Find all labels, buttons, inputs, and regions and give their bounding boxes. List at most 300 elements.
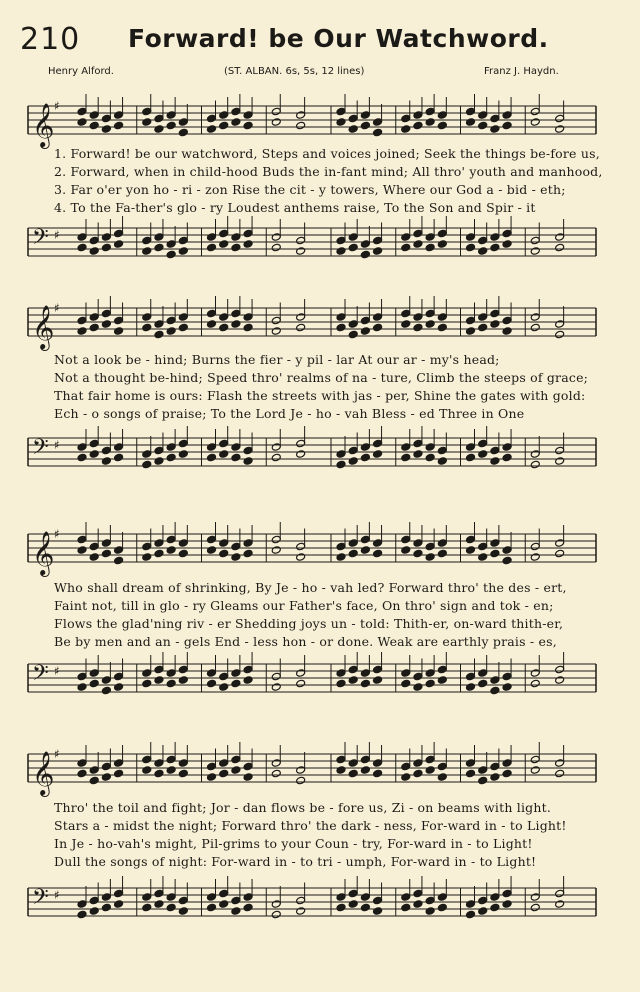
note-head-icon [401,762,411,771]
note-head-icon [166,669,176,678]
note-head-icon [490,903,500,912]
key-signature-icon: ♯ [54,99,60,113]
note-head-icon [101,125,111,134]
note-head-icon [373,665,383,674]
note-head-icon [296,313,306,322]
note-head-icon [271,316,281,325]
music-system-1 [24,86,603,276]
note-head-icon [530,313,540,322]
note-head-icon [114,327,124,336]
note-head-icon [219,439,229,448]
note-head-icon [373,118,383,127]
note-head-icon [77,233,87,242]
note-head-icon [207,773,217,782]
note-head-icon [425,233,435,242]
note-head-icon [425,907,435,916]
note-head-icon [437,446,447,455]
key-signature-icon: ♯ [54,747,60,761]
note-head-icon [413,672,423,681]
hymn-title: Forward! be Our Watchword. [128,24,549,53]
note-head-icon [437,676,447,685]
note-head-icon [231,669,241,678]
note-head-icon [101,893,111,902]
note-head-icon [502,672,512,681]
note-head-icon [243,313,253,322]
note-head-icon [101,686,111,695]
note-head-icon [178,247,188,256]
note-head-icon [437,457,447,466]
bass-staff [24,426,600,486]
note-head-icon [166,535,176,544]
note-head-icon [425,443,435,452]
note-head-icon [114,453,124,462]
note-head-icon [178,118,188,127]
note-head-icon [219,672,229,681]
note-head-icon [207,309,217,318]
note-head-icon [360,327,370,336]
lyric-line-verse-1: Thro' the toil and fight; Jor - dan flows be - fore us, Zi - on beams with light. [54,800,551,815]
note-head-icon [502,556,512,565]
hymn-number: 210 [20,22,81,57]
note-head-icon [142,542,152,551]
note-head-icon [425,453,435,462]
note-head-icon [271,546,281,555]
note-head-icon [243,762,253,771]
note-head-icon [502,759,512,768]
note-head-icon [271,443,281,452]
note-head-icon [555,769,565,778]
note-head-icon [271,910,281,919]
note-head-icon [437,323,447,332]
note-head-icon [466,683,476,692]
note-head-icon [231,542,241,551]
note-head-icon [530,247,540,256]
note-head-icon [490,446,500,455]
note-head-icon [373,896,383,905]
note-head-icon [336,450,346,459]
note-head-icon [373,450,383,459]
note-head-icon [77,316,87,325]
note-head-icon [178,769,188,778]
note-head-icon [530,679,540,688]
note-head-icon [401,309,411,318]
note-head-icon [154,665,164,674]
note-head-icon [142,679,152,688]
note-head-icon [77,900,87,909]
lyric-line-verse-2: 2. Forward, when in child-hood Buds the in-fant mind; All thro' youth and manhood, [54,164,603,179]
note-head-icon [401,773,411,782]
key-signature-icon: ♯ [54,527,60,541]
note-head-icon [373,247,383,256]
note-head-icon [425,679,435,688]
note-head-icon [154,446,164,455]
note-head-icon [231,443,241,452]
note-head-icon [89,323,99,332]
note-head-icon [336,679,346,688]
note-head-icon [101,233,111,242]
note-head-icon [348,759,358,768]
bass-clef-icon: 𝄢 [32,661,49,691]
note-head-icon [154,889,164,898]
treble-staff [24,522,600,582]
note-head-icon [296,323,306,332]
note-head-icon [360,443,370,452]
note-head-icon [243,665,253,674]
note-head-icon [401,535,411,544]
note-head-icon [466,453,476,462]
note-head-icon [437,762,447,771]
note-head-icon [478,679,488,688]
note-head-icon [336,669,346,678]
note-head-icon [373,549,383,558]
note-head-icon [142,107,152,116]
note-head-icon [296,776,306,785]
note-head-icon [348,114,358,123]
note-head-icon [437,240,447,249]
note-head-icon [142,669,152,678]
note-head-icon [154,539,164,548]
note-head-icon [231,553,241,562]
note-head-icon [296,542,306,551]
note-head-icon [89,236,99,245]
note-head-icon [296,247,306,256]
note-head-icon [490,457,500,466]
note-head-icon [373,907,383,916]
note-head-icon [336,755,346,764]
music-system-3 [24,516,600,712]
note-head-icon [231,766,241,775]
note-head-icon [219,683,229,692]
treble-clef-icon: 𝄞 [32,305,55,349]
note-head-icon [178,450,188,459]
note-head-icon [348,676,358,685]
note-head-icon [154,330,164,339]
note-head-icon [413,323,423,332]
note-head-icon [101,903,111,912]
key-signature-icon: ♯ [54,228,60,242]
note-head-icon [296,553,306,562]
note-head-icon [271,759,281,768]
treble-staff [24,742,600,802]
note-head-icon [154,114,164,123]
note-head-icon [296,669,306,678]
note-head-icon [207,669,217,678]
note-head-icon [413,683,423,692]
note-head-icon [360,669,370,678]
note-head-icon [142,755,152,764]
note-head-icon [466,910,476,919]
note-head-icon [413,900,423,909]
note-head-icon [360,893,370,902]
note-head-icon [219,759,229,768]
note-head-icon [437,539,447,548]
note-head-icon [271,243,281,252]
lyric-line-verse-2: Not a thought be-hind; Speed thro' realms of na - ture, Climb the steeps of grace; [54,370,589,385]
bass-clef-icon: 𝄢 [32,885,49,915]
note-head-icon [373,769,383,778]
note-head-icon [219,240,229,249]
key-signature-icon: ♯ [54,888,60,902]
note-head-icon [142,893,152,902]
note-head-icon [178,549,188,558]
note-head-icon [178,539,188,548]
note-head-icon [413,769,423,778]
note-head-icon [401,243,411,252]
note-head-icon [490,773,500,782]
note-head-icon [478,896,488,905]
note-head-icon [413,549,423,558]
note-head-icon [142,323,152,332]
note-head-icon [360,766,370,775]
note-head-icon [89,450,99,459]
note-head-icon [77,769,87,778]
note-head-icon [530,669,540,678]
note-head-icon [296,121,306,130]
note-head-icon [466,759,476,768]
note-head-icon [348,889,358,898]
note-head-icon [219,769,229,778]
note-head-icon [154,457,164,466]
note-head-icon [243,323,253,332]
note-head-icon [271,118,281,127]
note-head-icon [101,457,111,466]
note-head-icon [271,327,281,336]
hymn-author: Henry Alford. [48,66,114,77]
key-signature-icon: ♯ [54,664,60,678]
note-head-icon [425,766,435,775]
note-head-icon [77,107,87,116]
note-head-icon [502,443,512,452]
note-head-icon [502,240,512,249]
note-head-icon [207,893,217,902]
lyric-line-verse-1: Not a look be - hind; Burns the fier - y pil - lar At our ar - my's head; [54,352,500,367]
note-head-icon [348,330,358,339]
note-head-icon [271,453,281,462]
note-head-icon [219,323,229,332]
note-head-icon [166,453,176,462]
note-head-icon [401,893,411,902]
note-head-icon [166,766,176,775]
note-head-icon [425,896,435,905]
note-head-icon [348,233,358,242]
note-head-icon [530,107,540,116]
note-head-icon [207,679,217,688]
key-signature-icon: ♯ [54,301,60,315]
note-head-icon [207,903,217,912]
note-head-icon [466,118,476,127]
note-head-icon [360,903,370,912]
note-head-icon [166,121,176,130]
note-head-icon [360,111,370,120]
note-head-icon [231,907,241,916]
note-head-icon [166,443,176,452]
note-head-icon [425,669,435,678]
note-head-icon [555,676,565,685]
lyric-line-verse-2: Stars a - midst the night; Forward thro' the dark - ness, For-ward in - to Light! [54,818,567,833]
note-head-icon [178,323,188,332]
note-head-icon [478,236,488,245]
note-head-icon [296,439,306,448]
note-head-icon [207,320,217,329]
lyric-line-verse-3: Flows the glad'ning riv - er Shedding joys un - told: Thith-er, on-ward thith-er, [54,616,564,631]
note-head-icon [77,453,87,462]
note-head-icon [401,233,411,242]
note-head-icon [490,309,500,318]
note-head-icon [77,535,87,544]
note-head-icon [478,907,488,916]
note-head-icon [101,773,111,782]
note-head-icon [207,762,217,771]
note-head-icon [401,669,411,678]
note-head-icon [530,323,540,332]
note-head-icon [89,313,99,322]
treble-clef-icon: 𝄞 [32,531,55,575]
note-head-icon [142,450,152,459]
note-head-icon [178,759,188,768]
note-head-icon [466,672,476,681]
note-head-icon [490,320,500,329]
note-head-icon [360,546,370,555]
note-head-icon [101,309,111,318]
note-head-icon [478,111,488,120]
note-head-icon [530,755,540,764]
note-head-icon [77,546,87,555]
note-head-icon [271,672,281,681]
note-head-icon [373,759,383,768]
note-head-icon [490,893,500,902]
note-head-icon [425,542,435,551]
note-head-icon [142,460,152,469]
note-head-icon [77,118,87,127]
hymn-composer: Franz J. Haydn. [484,66,559,77]
note-head-icon [336,903,346,912]
note-head-icon [413,111,423,120]
note-head-icon [478,766,488,775]
note-head-icon [530,893,540,902]
note-head-icon [336,118,346,127]
note-head-icon [466,900,476,909]
note-head-icon [89,247,99,256]
note-head-icon [142,553,152,562]
note-head-icon [490,549,500,558]
note-head-icon [466,107,476,116]
note-head-icon [425,118,435,127]
note-head-icon [178,896,188,905]
bass-clef-icon: 𝄢 [32,225,49,255]
bass-staff [24,652,600,712]
note-head-icon [336,893,346,902]
note-head-icon [142,313,152,322]
note-head-icon [466,327,476,336]
note-head-icon [243,773,253,782]
tune-meter: (ST. ALBAN. 6s, 5s, 12 lines) [224,66,365,77]
note-head-icon [219,900,229,909]
note-head-icon [114,889,124,898]
note-head-icon [142,118,152,127]
note-head-icon [437,773,447,782]
note-head-icon [502,229,512,238]
lyric-line-verse-4: 4. To the Fa-ther's glo - ry Loudest anthems raise, To the Son and Spir - it [54,200,536,215]
note-head-icon [114,672,124,681]
note-head-icon [478,776,488,785]
note-head-icon [348,243,358,252]
note-head-icon [231,118,241,127]
note-head-icon [271,900,281,909]
note-head-icon [530,553,540,562]
note-head-icon [231,896,241,905]
note-head-icon [231,755,241,764]
note-head-icon [348,457,358,466]
note-head-icon [502,900,512,909]
note-head-icon [89,439,99,448]
note-head-icon [478,323,488,332]
note-head-icon [530,766,540,775]
note-head-icon [555,539,565,548]
note-head-icon [555,243,565,252]
note-head-icon [271,233,281,242]
note-head-icon [478,542,488,551]
note-head-icon [89,907,99,916]
note-head-icon [219,889,229,898]
note-head-icon [166,893,176,902]
lyric-line-verse-3: In Je - ho-vah's might, Pil-grims to your Coun - try, For-ward in - to Light! [54,836,533,851]
note-head-icon [154,243,164,252]
note-head-icon [166,546,176,555]
note-head-icon [373,676,383,685]
note-head-icon [413,439,423,448]
note-head-icon [271,535,281,544]
note-head-icon [336,553,346,562]
note-head-icon [243,903,253,912]
note-head-icon [154,233,164,242]
note-head-icon [114,769,124,778]
note-head-icon [437,903,447,912]
note-head-icon [166,679,176,688]
note-head-icon [437,313,447,322]
note-head-icon [142,247,152,256]
note-head-icon [413,759,423,768]
note-head-icon [271,683,281,692]
note-head-icon [207,114,217,123]
note-head-icon [401,679,411,688]
note-head-icon [101,446,111,455]
note-head-icon [437,893,447,902]
note-head-icon [243,893,253,902]
note-head-icon [243,240,253,249]
note-head-icon [478,553,488,562]
note-head-icon [114,316,124,325]
note-head-icon [154,900,164,909]
note-head-icon [166,240,176,249]
note-head-icon [77,443,87,452]
note-head-icon [373,323,383,332]
note-head-icon [478,439,488,448]
note-head-icon [77,683,87,692]
note-head-icon [555,759,565,768]
note-head-icon [231,243,241,252]
note-head-icon [502,327,512,336]
note-head-icon [490,676,500,685]
note-head-icon [360,755,370,764]
music-system-4 [24,742,600,942]
note-head-icon [555,446,565,455]
note-head-icon [413,539,423,548]
lyric-line-verse-1: Who shall dream of shrinking, By Je - ho - vah led? Forward thro' the des - ert, [54,580,567,595]
note-head-icon [114,900,124,909]
note-head-icon [555,900,565,909]
note-head-icon [437,229,447,238]
note-head-icon [114,759,124,768]
